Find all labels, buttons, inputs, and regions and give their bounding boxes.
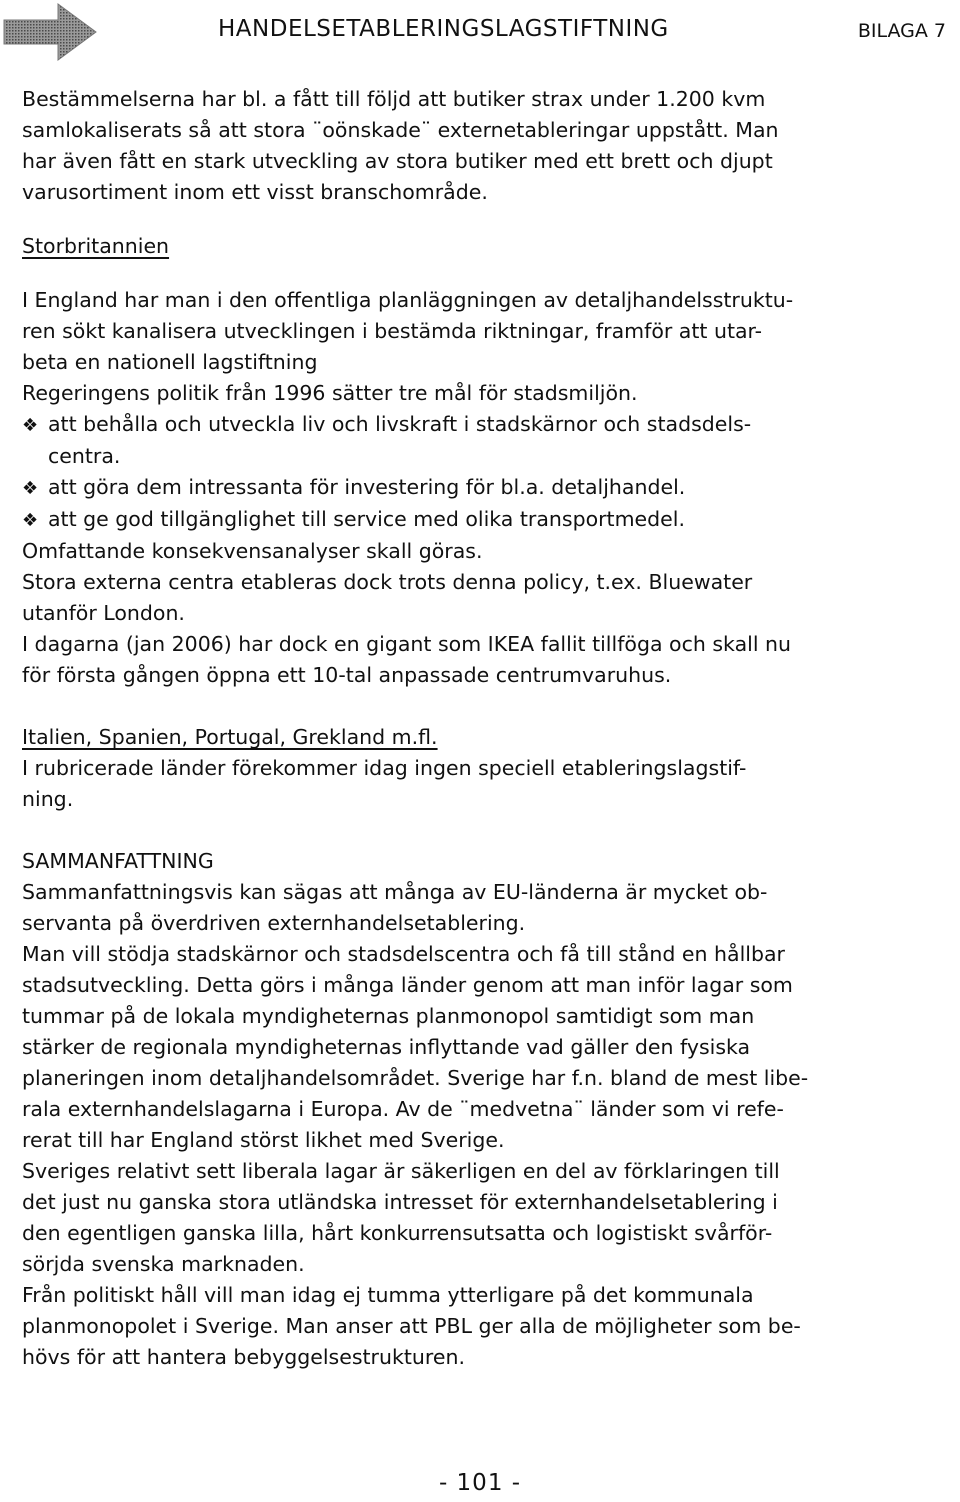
list-item: ❖ att ge god tillgänglighet till service med olika transportmedel. [22, 504, 922, 536]
text-line: I dagarna (jan 2006) har dock en gigant som IKEA fallit tillföga och skall nu [22, 632, 792, 656]
text-line: samlokaliserats så att stora ¨oönskade¨ externetableringar uppstått. Man [22, 118, 779, 142]
section-heading-summary: SAMMANFATTNING [22, 849, 214, 873]
text-line: rerat till har England störst likhet med Sverige. [22, 1128, 505, 1152]
text-line: den egentligen ganska lilla, hårt konkurrensutsatta och logistiskt svårför- [22, 1221, 773, 1245]
page-number: - 101 - [438, 1470, 522, 1496]
text-line: stadsutveckling. Detta görs i många länder genom att man inför lagar som [22, 973, 793, 997]
summary-paragraph [22, 877, 922, 1373]
text-line: rala externhandelslagarna i Europa. Av de ¨medvetna¨ länder som vi refe- [22, 1097, 784, 1121]
uk-bullet-list [22, 409, 922, 536]
text-line: tummar på de lokala myndigheternas planmonopol samtidigt som man [22, 1004, 755, 1028]
text-line: Man vill stödja stadskärnor och stadsdelscentra och få till stånd en hållbar [22, 942, 785, 966]
diamond-bullet-icon: ❖ [22, 510, 39, 531]
text-line: Omfattande konsekvensanalyser skall göras. [22, 539, 483, 563]
list-item-continuation: centra. [48, 444, 121, 468]
text-line: för första gången öppna ett 10-tal anpassade centrumvaruhus. [22, 663, 672, 687]
text-line: Bestämmelserna har bl. a fått till följd att butiker strax under 1.200 kvm [22, 87, 766, 111]
text-line: planmonopolet i Sverige. Man anser att PBL ger alla de möjligheter som be- [22, 1314, 801, 1338]
intro-paragraph [22, 84, 922, 208]
appendix-label: BILAGA 7 [857, 20, 946, 42]
text-line: servanta på överdriven externhandelsetablering. [22, 911, 526, 935]
page-content [22, 84, 922, 1373]
text-line: Sveriges relativt sett liberala lagar är säkerligen en del av förklaringen till [22, 1159, 780, 1183]
list-item: ❖ att göra dem intressanta för investering för bl.a. detaljhandel. [22, 472, 922, 504]
arrow-logo-icon [0, 0, 98, 64]
text-line: ren sökt kanalisera utvecklingen i bestämda riktningar, framför att utar- [22, 319, 763, 343]
text-line: I rubricerade länder förekommer idag ingen speciell etableringslagstif- [22, 756, 747, 780]
section-heading-uk: Storbritannien [22, 234, 170, 258]
text-line: stärker de regionala myndigheternas inflyttande vad gäller den fysiska [22, 1035, 751, 1059]
text-line: I England har man i den offentliga planläggningen av detaljhandelsstruktu- [22, 288, 794, 312]
text-line: sörjda svenska marknaden. [22, 1252, 305, 1276]
uk-after-paragraph [22, 536, 922, 691]
text-line: ning. [22, 787, 74, 811]
text-line: hövs för att hantera bebyggelsestrukturen. [22, 1345, 465, 1369]
diamond-bullet-icon: ❖ [22, 415, 39, 436]
text-line: Från politiskt håll vill man idag ej tumma ytterligare på det kommunala [22, 1283, 754, 1307]
document-title: HANDELSETABLERINGSLAGSTIFTNING [218, 16, 669, 42]
text-line: Sammanfattningsvis kan sägas att många av EU-länderna är mycket ob- [22, 880, 768, 904]
text-line: beta en nationell lagstiftning [22, 350, 318, 374]
diamond-bullet-icon: ❖ [22, 478, 39, 499]
text-line: det just nu ganska stora utländska intresset för externhandelsetablering i [22, 1190, 778, 1214]
south-paragraph [22, 753, 922, 815]
text-line: varusortiment inom ett visst branschområde. [22, 180, 488, 204]
text-line: Stora externa centra etableras dock trots denna policy, t.ex. Bluewater [22, 570, 753, 594]
list-item: ❖ att behålla och utveckla liv och livskraft i stadskärnor och stadsdels- [22, 409, 922, 441]
uk-paragraph [22, 285, 922, 409]
section-heading-south: Italien, Spanien, Portugal, Grekland m.fl. [22, 725, 438, 749]
text-line: har även fått en stark utveckling av stora butiker med ett brett och djupt [22, 149, 773, 173]
text-line: Regeringens politik från 1996 sätter tre mål för stadsmiljön. [22, 381, 638, 405]
text-line: utanför London. [22, 601, 185, 625]
text-line: planeringen inom detaljhandelsområdet. Sverige har f.n. bland de mest libe- [22, 1066, 809, 1090]
